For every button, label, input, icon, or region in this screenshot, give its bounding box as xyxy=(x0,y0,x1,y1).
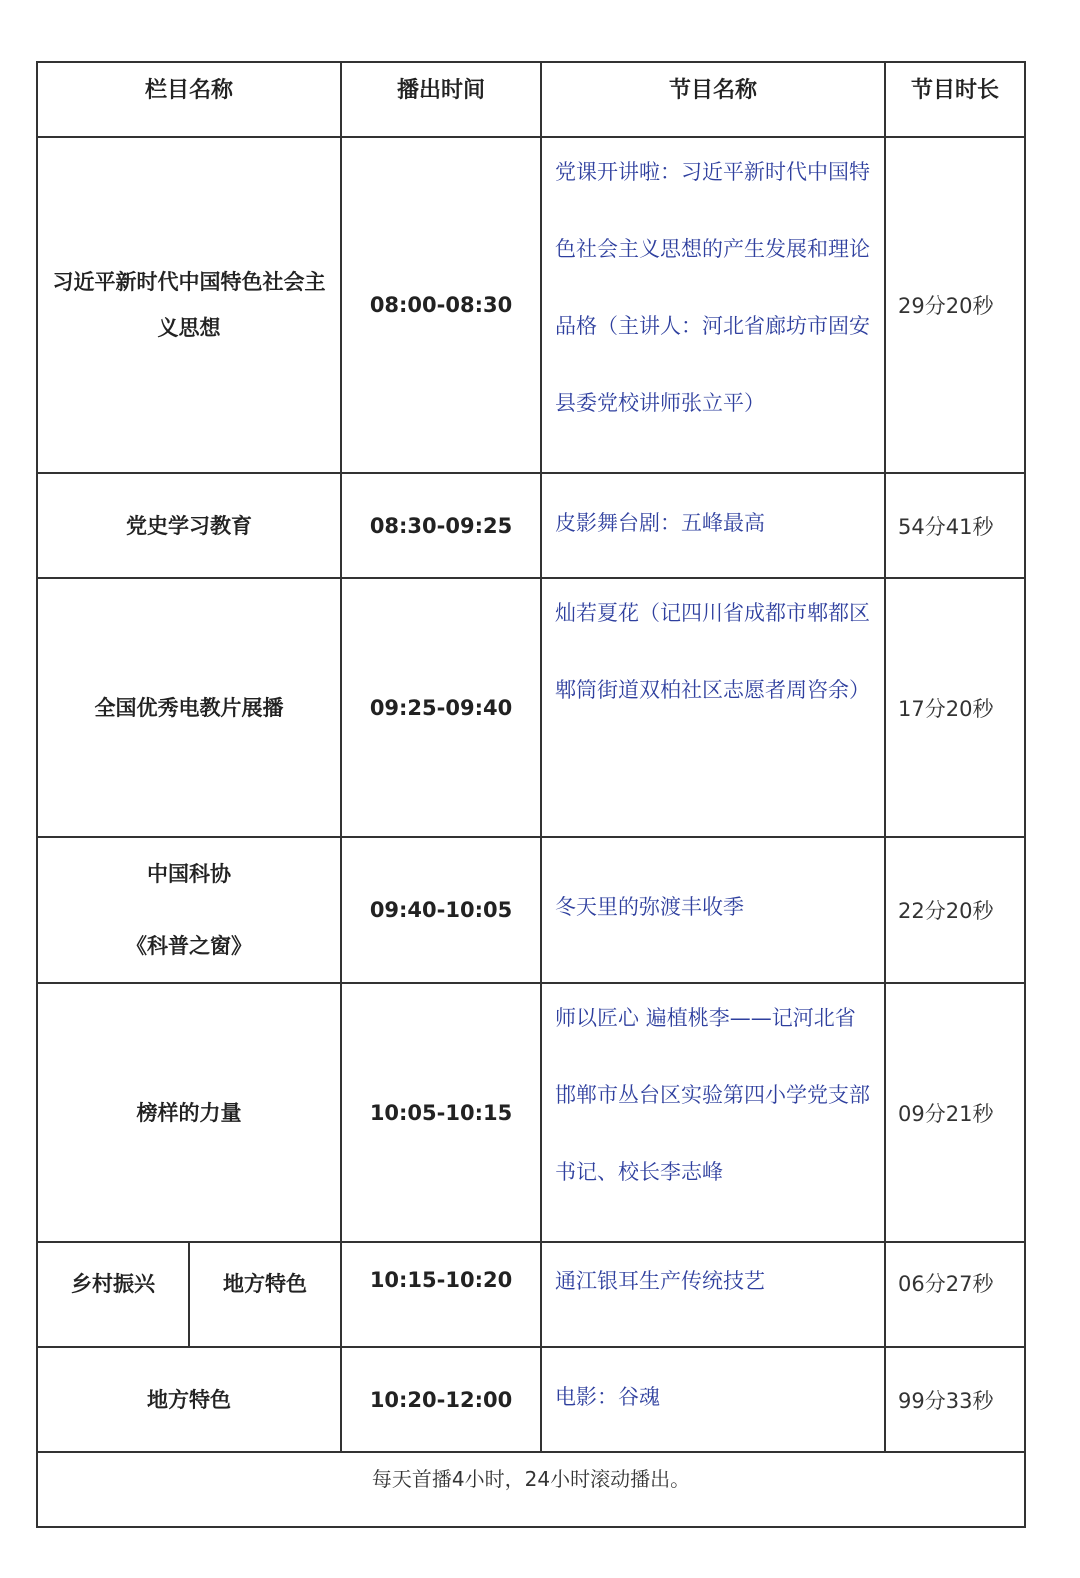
broadcast-time: 10:15-10:20 xyxy=(341,1242,541,1347)
duration: 29分20秒 xyxy=(885,137,1025,473)
column-name: 地方特色 xyxy=(37,1347,341,1452)
table-row xyxy=(37,837,1025,983)
table-row xyxy=(37,983,1025,1242)
column-name: 榜样的力量 xyxy=(37,983,341,1242)
broadcast-time: 09:40-10:05 xyxy=(341,837,541,983)
header-column-name: 栏目名称 xyxy=(37,62,341,137)
table-row xyxy=(37,473,1025,578)
program-name-cell xyxy=(541,578,885,837)
column-name: 党史学习教育 xyxy=(37,473,341,578)
program-name: 通江银耳生产传统技艺 xyxy=(541,1242,885,1347)
broadcast-time: 08:30-09:25 xyxy=(341,473,541,578)
duration: 22分20秒 xyxy=(885,837,1025,983)
column-name-cell xyxy=(37,137,341,473)
duration: 54分41秒 xyxy=(885,473,1025,578)
program-name-cell xyxy=(541,983,885,1242)
program-name: 冬天里的弥渡丰收季 xyxy=(541,837,885,983)
table-row xyxy=(37,137,1025,473)
duration: 99分33秒 xyxy=(885,1347,1025,1452)
column-name-cell xyxy=(37,837,341,983)
broadcast-time: 08:00-08:30 xyxy=(341,137,541,473)
column-name-line1: 中国科协 xyxy=(147,862,231,886)
broadcast-time: 10:05-10:15 xyxy=(341,983,541,1242)
duration: 17分20秒 xyxy=(885,578,1025,837)
header-duration: 节目时长 xyxy=(885,62,1025,137)
table-footer-row xyxy=(37,1452,1025,1527)
program-name: 灿若夏花（记四川省成都市郫都区郫筒街道双柏社区志愿者周咨余） xyxy=(555,601,871,702)
table-row xyxy=(37,1347,1025,1452)
table-row xyxy=(37,578,1025,837)
duration: 06分27秒 xyxy=(885,1242,1025,1347)
header-program-name: 节目名称 xyxy=(541,62,885,137)
program-name: 党课开讲啦：习近平新时代中国特色社会主义思想的产生发展和理论品格（主讲人：河北省廊坊市固安县委党校讲师张立平） xyxy=(555,160,871,415)
column-name-line2: 《科普之窗》 xyxy=(126,934,252,958)
footer-note: 每天首播4小时，24小时滚动播出。 xyxy=(37,1452,1025,1527)
column-name-b: 地方特色 xyxy=(189,1242,341,1347)
header-broadcast-time: 播出时间 xyxy=(341,62,541,137)
duration: 09分21秒 xyxy=(885,983,1025,1242)
program-schedule-table xyxy=(36,61,1026,1528)
program-name: 皮影舞台剧：五峰最高 xyxy=(541,473,885,578)
column-name: 全国优秀电教片展播 xyxy=(37,578,341,837)
table-row xyxy=(37,1242,1025,1347)
column-name-a: 乡村振兴 xyxy=(37,1242,189,1347)
program-name-cell xyxy=(541,137,885,473)
program-name: 电影：谷魂 xyxy=(541,1347,885,1452)
broadcast-time: 10:20-12:00 xyxy=(341,1347,541,1452)
program-name: 师以匠心 遍植桃李——记河北省邯郸市丛台区实验第四小学党支部书记、校长李志峰 xyxy=(555,1006,871,1184)
table-header-row xyxy=(37,62,1025,137)
broadcast-time: 09:25-09:40 xyxy=(341,578,541,837)
column-name: 习近平新时代中国特色社会主义思想 xyxy=(52,270,326,340)
